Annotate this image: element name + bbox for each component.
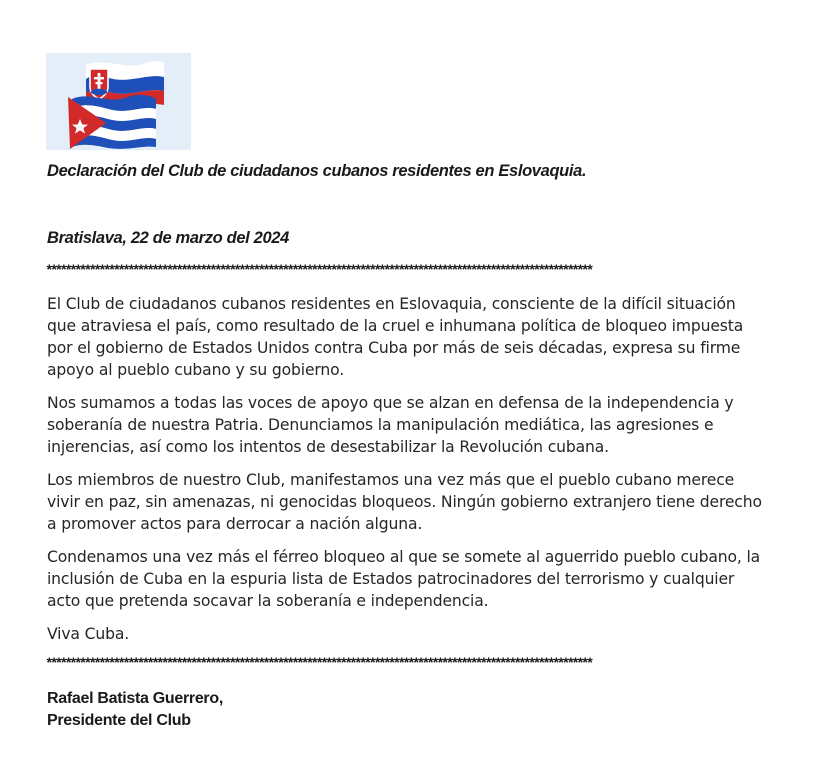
signatory-name: Rafael Batista Guerrero,: [47, 690, 223, 707]
cuba-flag-icon: [68, 95, 156, 149]
separator-top: *****************************************************************************************************************: [46, 262, 592, 276]
paragraph: El Club de ciudadanos cubanos residentes en Eslovaquia, consciente de la difícil situación que atraviesa el país, como resultado de la cruel e inhumana política de bloqueo impuesta por el gobierno de Estados Unidos contra Cuba por más de seis décadas, expresa su firme apoyo al pueblo cubano y su gobierno.: [47, 295, 744, 379]
slovakia-cuba-flags-icon: [46, 53, 191, 150]
signatory-role: Presidente del Club: [47, 712, 191, 729]
paragraph: Los miembros de nuestro Club, manifestamos una vez más que el pueblo cubano merece vivir en paz, sin amenazas, ni genocidas bloqueos. Ningún gobierno extranjero tiene derecho a promover actos para derrocar a nación alguna.: [47, 471, 762, 533]
closing-line: Viva Cuba.: [47, 625, 130, 643]
signature-block: [47, 688, 223, 732]
separator-bottom: *****************************************************************************************************************: [46, 655, 592, 669]
paragraph: Condenamos una vez más el férreo bloqueo al que se somete al aguerrido pueblo cubano, la inclusión de Cuba en la espuria lista de Estados patrocinadores del terrorismo y cualquier acto que pretenda socavar la soberanía e independencia.: [47, 548, 761, 610]
declaration-body: [47, 293, 767, 656]
document-title: Declaración del Club de ciudadanos cubanos residentes en Eslovaquia.: [47, 162, 587, 180]
flags-logo: [46, 53, 191, 150]
dateline: Bratislava, 22 de marzo del 2024: [47, 229, 289, 247]
paragraph: Nos sumamos a todas las voces de apoyo que se alzan en defensa de la independencia y soberanía de nuestra Patria. Denunciamos la manipulación mediática, las agresiones e injerencias, así como los intentos de desestabilizar la Revolución cubana.: [47, 394, 734, 456]
